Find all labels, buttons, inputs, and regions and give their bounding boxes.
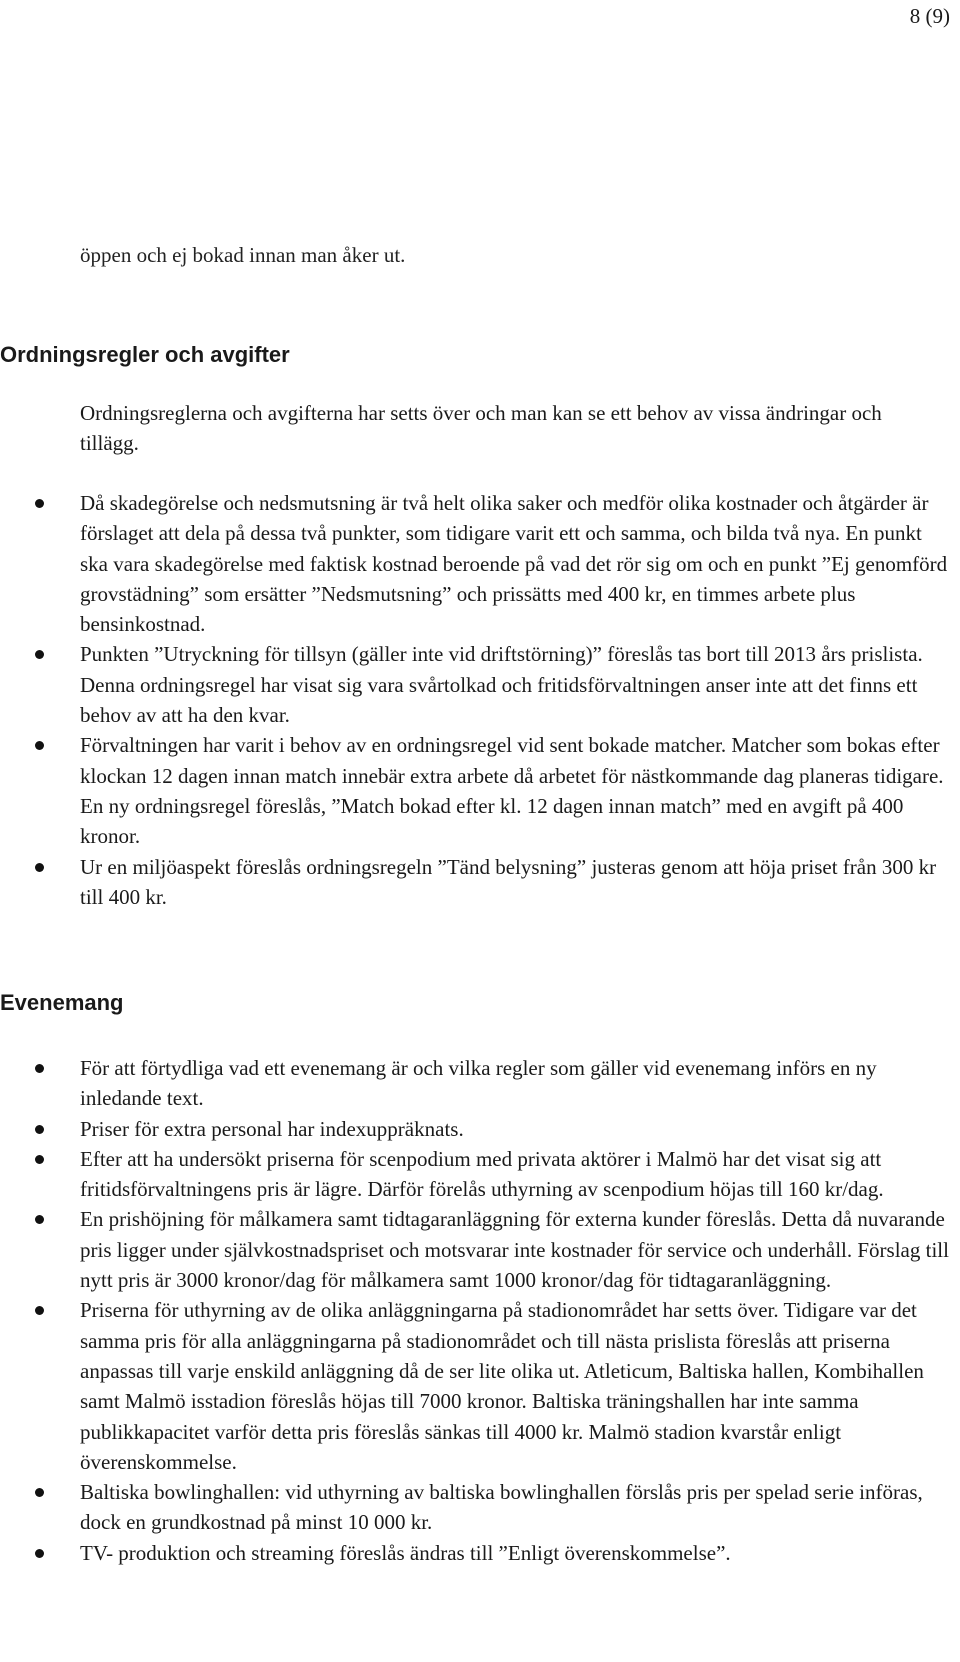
bullet-icon <box>35 1488 44 1497</box>
list-item <box>0 488 960 639</box>
bullet-icon <box>35 1125 44 1134</box>
list-item-text: Då skadegörelse och nedsmutsning är två helt olika saker och medför olika kostnader och åtgärder är förslaget att dela på dessa två punkter, som tidigare varit ett och samma, och bilda två nya. En punkt ska vara skadegörelse med faktisk kostnad beroende på vad det rör sig om och en punkt ”Ej genomförd grovstädning” som ersätter ”Nedsmutsning” och prissätts med 400 kr, en timmes arbete plus bensinkostnad. <box>80 491 948 637</box>
list-item <box>0 852 960 913</box>
list-item-text: Ur en miljöaspekt föreslås ordningsregeln ”Tänd belysning” justeras genom att höja priset från 300 kr till 400 kr. <box>80 854 937 909</box>
section-intro: Ordningsreglerna och avgifterna har setts över och man kan se ett behov av vissa ändringar och tillägg. <box>80 401 882 455</box>
list-item <box>0 1477 960 1538</box>
bullet-icon <box>35 1064 44 1073</box>
bullet-icon <box>35 1215 44 1224</box>
list-item <box>0 1114 960 1144</box>
list-item <box>0 1144 960 1205</box>
continuation-text: öppen och ej bokad innan man åker ut. <box>80 243 406 267</box>
section-heading-evenemang: Evenemang <box>0 990 124 1015</box>
bullet-icon <box>35 863 44 872</box>
bullet-icon <box>35 741 44 750</box>
bullet-icon <box>35 650 44 659</box>
list-item <box>0 1538 960 1568</box>
list-item-text: Baltiska bowlinghallen: vid uthyrning av baltiska bowlinghallen förslås pris per spelad serie införas, dock en grundkostnad på minst 10 000 kr. <box>80 1480 923 1535</box>
bullet-list-evenemang <box>0 1053 960 1568</box>
bullet-list-ordningsregler <box>0 488 960 912</box>
list-item <box>0 1204 960 1295</box>
list-item-text: Förvaltningen har varit i behov av en ordningsregel vid sent bokade matcher. Matcher som bokas efter klockan 12 dagen innan match innebär extra arbete då arbetet för nästkommande dag planeras tidigare. En ny ordningsregel föreslås, ”Match bokad efter kl. 12 dagen innan match” med en avgift på 400 kronor. <box>80 733 944 849</box>
list-item-text: Priserna för uthyrning av de olika anläggningarna på stadionområdet har setts över. Tidigare var det samma pris för alla anläggningarna på stadionområdet och till nästa prislista föreslås att priserna anpassas till varje enskild anläggning då de ser lite olika ut. Atleticum, Baltiska hallen, Kombihallen samt Malmö isstadion föreslås höjas till 7000 kronor. Baltiska träningshallen har inte samma publikkapacitet varför detta pris föreslås sänkas till 4000 kr. Malmö stadion kvarstår enligt överenskommelse. <box>80 1298 924 1474</box>
bullet-icon <box>35 1306 44 1315</box>
list-item-text: En prishöjning för målkamera samt tidtagaranläggning för externa kunder föreslås. Detta då nuvarande pris ligger under självkostnadspriset och motsvarar inte kostnader för service och underhåll. Förslag till nytt pris är 3000 kronor/dag för målkamera samt 1000 kronor/dag för tidtagaranläggning. <box>80 1207 949 1293</box>
section-heading-ordningsregler: Ordningsregler och avgifter <box>0 342 290 367</box>
bullet-icon <box>35 1155 44 1164</box>
list-item-text: För att förtydliga vad ett evenemang är och vilka regler som gäller vid evenemang införs en ny inledande text. <box>80 1056 877 1111</box>
list-item <box>0 639 960 730</box>
list-item <box>0 1053 960 1114</box>
bullet-icon <box>35 499 44 508</box>
list-item <box>0 730 960 851</box>
list-item-text: Priser för extra personal har indexuppräknats. <box>80 1116 464 1141</box>
list-item-text: Punkten ”Utryckning för tillsyn (gäller inte vid driftstörning)” föreslås tas bort till 2013 års prislista. Denna ordningsregel har visat sig vara svårtolkad och fritidsförvaltningen anser inte att det finns ett behov av att ha den kvar. <box>80 642 923 728</box>
list-item-text: Efter att ha undersökt priserna för scenpodium med privata aktörer i Malmö har det visat sig att fritidsförvaltningens pris är lägre. Därför förelås uthyrning av scenpodium höjas till 160 kr/dag. <box>80 1146 884 1202</box>
page-number: 8 (9) <box>909 4 950 28</box>
list-item <box>0 1295 960 1477</box>
bullet-icon <box>35 1549 44 1558</box>
list-item-text: TV- produktion och streaming föreslås ändras till ”Enligt överenskommelse”. <box>80 1540 731 1565</box>
